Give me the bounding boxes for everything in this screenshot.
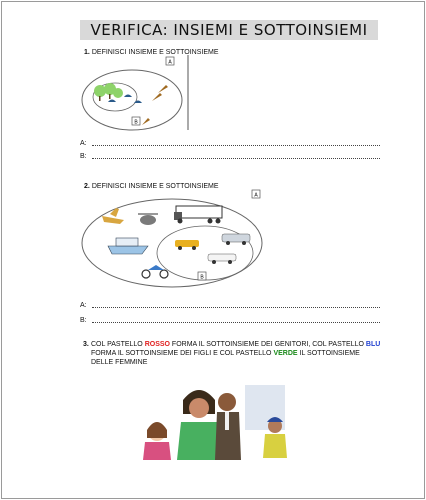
page-title: VERIFICA: INSIEMI E SOTTOINSIEMI	[80, 20, 378, 40]
question-3-text: COL PASTELLO ROSSO FORMA IL SOTTOINSIEME DEI GENITORI, COL PASTELLO BLU FORMA IL SOTTOINSIEME DEI FIGLI E COL PASTELLO VERDE IL SOTTOINSIEME DELLE FEMMINE	[91, 341, 381, 366]
truck-icon	[174, 206, 222, 224]
set-1-label-b: B	[134, 119, 138, 126]
ship-icon	[108, 238, 148, 254]
family-illustration	[135, 380, 305, 460]
set-2-label-b: B	[200, 274, 204, 281]
color-word-green: VERDE	[273, 350, 298, 357]
set-1-label-a: A	[168, 59, 172, 66]
answer-line-2b[interactable]	[80, 317, 380, 325]
set-2-label-a: A	[254, 192, 258, 199]
father-figure	[215, 393, 241, 460]
question-1-number: 1.	[84, 49, 90, 56]
question-3	[83, 340, 383, 367]
answer-line-2b-label: B:	[80, 317, 87, 324]
car-icon-white	[208, 254, 236, 264]
set-diagram-2	[80, 188, 270, 288]
car-icon-yellow	[175, 240, 199, 250]
girl-figure	[143, 422, 171, 460]
answer-line-1b-label: B:	[80, 153, 87, 160]
answer-line-1a[interactable]	[80, 140, 380, 148]
tree-icon	[94, 83, 123, 98]
set-diagram-1	[80, 55, 195, 135]
mother-figure	[177, 390, 221, 460]
airplane-icon	[102, 208, 124, 224]
helicopter-icon	[138, 214, 158, 225]
car-icon-silver	[222, 234, 250, 245]
color-word-blue: BLU	[365, 341, 381, 348]
carrot-icon	[142, 85, 168, 125]
color-word-red: ROSSO	[144, 341, 170, 348]
answer-line-2a[interactable]	[80, 302, 380, 310]
answer-line-1a-label: A:	[80, 140, 87, 147]
question-3-number: 3.	[83, 341, 89, 348]
answer-line-2a-label: A:	[80, 302, 87, 309]
question-2-number: 2.	[84, 183, 90, 190]
question-2-text: DEFINISCI INSIEME E SOTTOINSIEME	[91, 183, 219, 190]
question-1-text: DEFINISCI INSIEME E SOTTOINSIEME	[91, 49, 219, 56]
answer-line-1b[interactable]	[80, 153, 380, 161]
